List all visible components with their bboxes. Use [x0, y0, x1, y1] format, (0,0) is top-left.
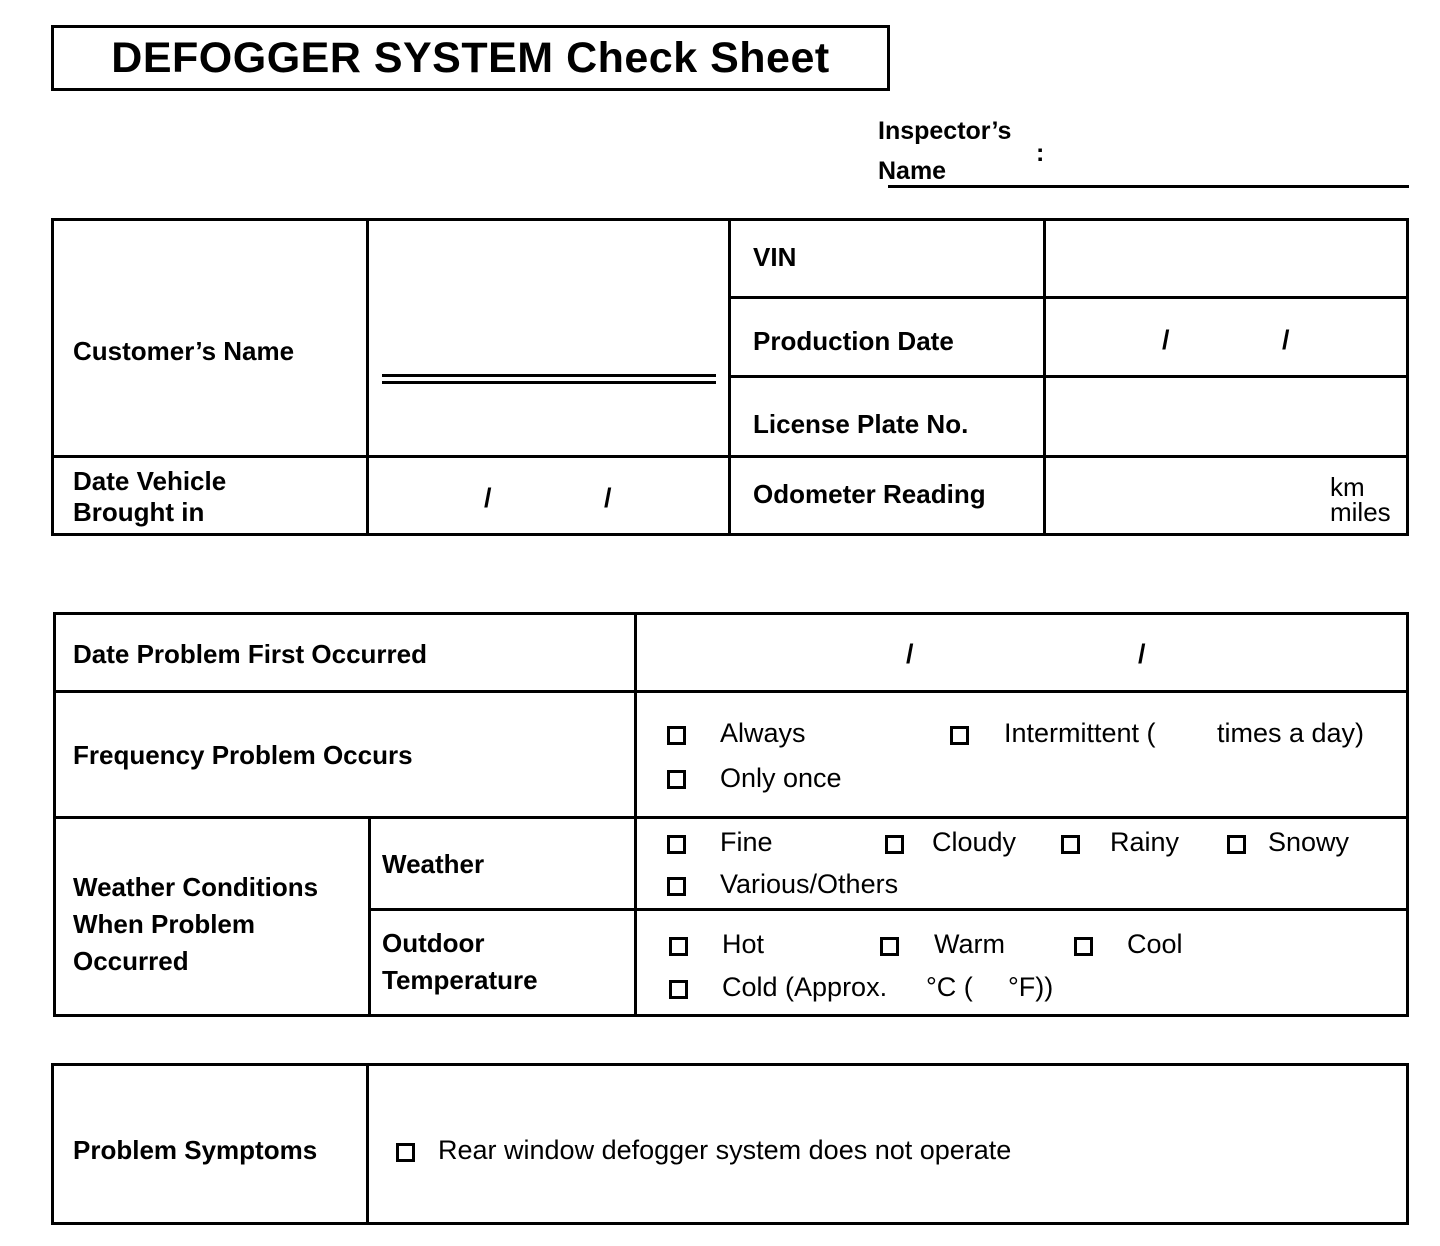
- option-various-others: Various/Others: [720, 869, 899, 899]
- option-hot: Hot: [722, 929, 765, 959]
- checkbox-only-once[interactable]: [667, 770, 686, 789]
- table-rule: [634, 612, 637, 1017]
- table-rule: [368, 816, 371, 1017]
- double-rule-bottom: [382, 381, 716, 384]
- option-warm: Warm: [934, 929, 1005, 959]
- option-snowy: Snowy: [1268, 827, 1350, 857]
- odometer-field[interactable]: [1047, 459, 1405, 532]
- checkbox-snowy[interactable]: [1227, 835, 1246, 854]
- table-rule: [51, 1063, 54, 1225]
- table-rule: [1406, 612, 1409, 1017]
- inspector-label-line1: Inspector’s: [878, 117, 1012, 145]
- license-plate-label: License Plate No.: [753, 409, 969, 439]
- odometer-label: Odometer Reading: [753, 479, 986, 509]
- production-date-label: Production Date: [753, 326, 954, 356]
- date-separator: /: [604, 483, 612, 513]
- option-fine: Fine: [720, 827, 773, 857]
- checkbox-cool[interactable]: [1074, 937, 1093, 956]
- table-rule: [366, 1063, 369, 1225]
- date-separator: /: [906, 639, 914, 669]
- inspector-colon: :: [1036, 139, 1045, 167]
- weather-conditions-label-line1: Weather Conditions: [73, 872, 319, 902]
- date-first-occurred-label: Date Problem First Occurred: [73, 639, 427, 669]
- table-rule: [728, 218, 731, 536]
- outdoor-temp-label-line2: Temperature: [382, 965, 538, 995]
- option-celsius: °C (: [926, 972, 973, 1002]
- date-separator: /: [1162, 325, 1170, 355]
- frequency-label: Frequency Problem Occurs: [73, 740, 413, 770]
- odometer-unit-miles: miles: [1330, 497, 1391, 527]
- option-only-once: Only once: [720, 763, 842, 793]
- option-cold: Cold (Approx.: [722, 972, 888, 1002]
- checkbox-hot[interactable]: [669, 937, 688, 956]
- option-cool: Cool: [1127, 929, 1183, 959]
- table-rule: [1406, 1063, 1409, 1225]
- table-rule: [729, 296, 1409, 299]
- table-rule: [53, 1014, 1409, 1017]
- weather-label: Weather: [382, 849, 485, 879]
- date-brought-in-label-line2: Brought in: [73, 497, 205, 527]
- date-first-occurred-field[interactable]: [638, 616, 1405, 689]
- table-rule: [729, 375, 1409, 378]
- table-rule: [51, 1222, 1409, 1225]
- option-cloudy: Cloudy: [932, 827, 1017, 857]
- table-rule: [1406, 218, 1409, 536]
- option-fahrenheit: °F)): [1008, 972, 1054, 1002]
- table-rule: [53, 612, 56, 1017]
- weather-conditions-label-line2: When Problem: [73, 909, 256, 939]
- table-rule: [51, 1063, 1409, 1066]
- option-times-a-day: times a day): [1217, 718, 1365, 748]
- customer-name-label: Customer’s Name: [73, 336, 295, 366]
- production-date-field[interactable]: [1047, 300, 1405, 374]
- checkbox-cloudy[interactable]: [885, 835, 904, 854]
- table-rule: [51, 218, 54, 536]
- table-rule: [366, 218, 369, 536]
- vin-label: VIN: [753, 242, 797, 272]
- license-plate-field[interactable]: [1047, 379, 1405, 454]
- customer-name-field[interactable]: [382, 374, 716, 384]
- date-separator: /: [1138, 639, 1146, 669]
- checkbox-defogger-not-operate[interactable]: [396, 1143, 415, 1162]
- table-rule: [53, 816, 1409, 819]
- vin-field[interactable]: [1047, 222, 1405, 295]
- checkbox-warm[interactable]: [880, 937, 899, 956]
- checkbox-intermittent[interactable]: [950, 726, 969, 745]
- date-separator: /: [484, 483, 492, 513]
- page-title: DEFOGGER SYSTEM Check Sheet: [111, 33, 830, 82]
- option-intermittent: Intermittent (: [1004, 718, 1156, 748]
- date-separator: /: [1282, 325, 1290, 355]
- option-rainy: Rainy: [1110, 827, 1180, 857]
- table-rule: [53, 690, 1409, 693]
- inspector-name-field[interactable]: [888, 185, 1409, 188]
- title-box: [51, 25, 890, 91]
- date-brought-in-field[interactable]: [370, 459, 727, 532]
- option-always: Always: [720, 718, 806, 748]
- checkbox-rainy[interactable]: [1061, 835, 1080, 854]
- table-rule: [1043, 218, 1046, 536]
- checkbox-cold[interactable]: [669, 980, 688, 999]
- outdoor-temp-label-line1: Outdoor: [382, 928, 485, 958]
- table-rule: [368, 908, 1409, 911]
- problem-symptoms-label: Problem Symptoms: [73, 1135, 318, 1165]
- checkbox-always[interactable]: [667, 726, 686, 745]
- table-rule: [53, 612, 1409, 615]
- date-brought-in-label-line1: Date Vehicle: [73, 466, 227, 496]
- option-defogger-not-operate: Rear window defogger system does not operate: [438, 1135, 1012, 1165]
- checkbox-fine[interactable]: [667, 835, 686, 854]
- double-rule-top: [382, 374, 716, 377]
- odometer-unit-km: km: [1330, 472, 1365, 502]
- weather-conditions-label-line3: Occurred: [73, 946, 189, 976]
- inspector-label-line2: Name: [878, 157, 947, 185]
- checkbox-various-others[interactable]: [667, 877, 686, 896]
